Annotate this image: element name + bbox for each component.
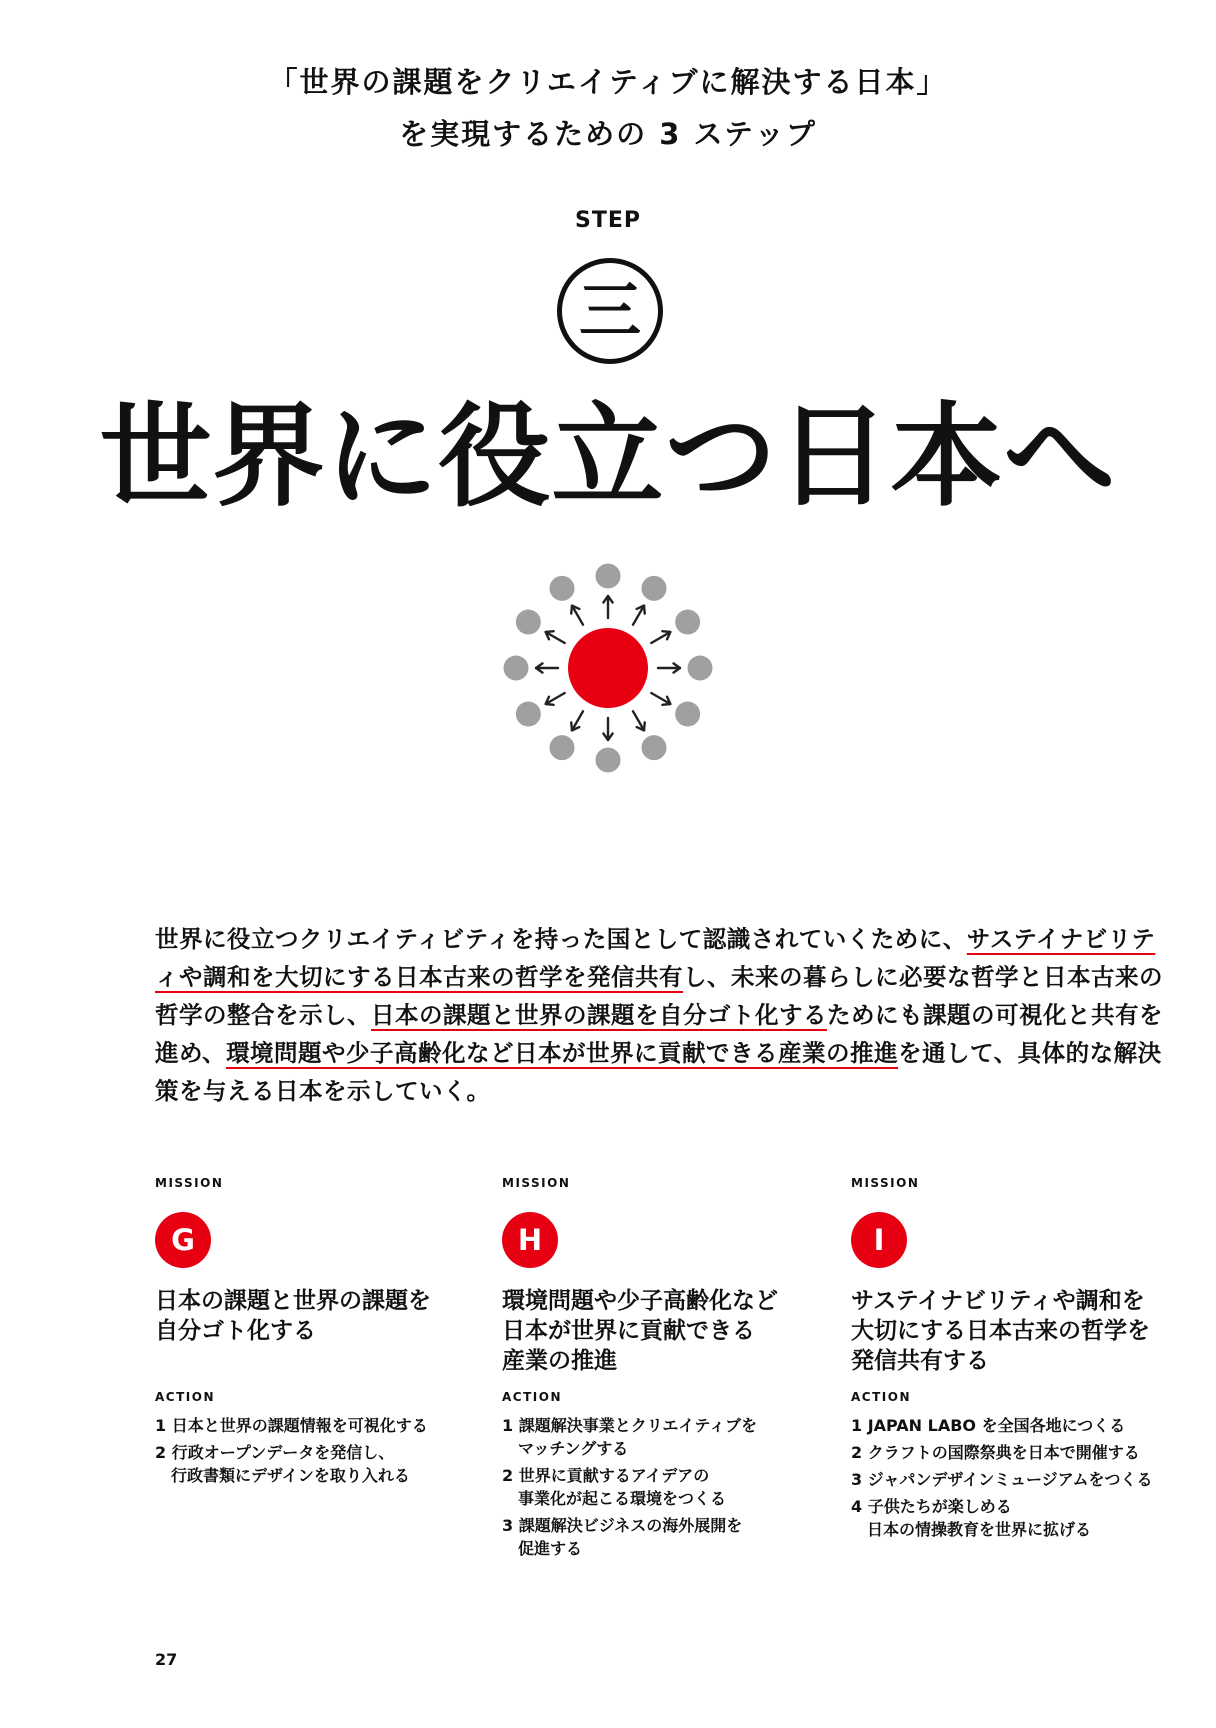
mission-title-line: 大切にする日本古来の哲学を bbox=[851, 1318, 1150, 1344]
action-label: ACTION bbox=[502, 1390, 562, 1404]
action-text: 1 日本と世界の課題情報を可視化する bbox=[155, 1416, 428, 1435]
action-text: 3 ジャパンデザインミュージアムをつくる bbox=[851, 1470, 1153, 1489]
action-text-continued: 事業化が起こる環境をつくる bbox=[518, 1489, 727, 1508]
action-text-continued: 促進する bbox=[518, 1539, 583, 1558]
arrow-icon bbox=[651, 631, 670, 643]
mission-badge-g bbox=[155, 1212, 211, 1268]
mission-label: MISSION bbox=[502, 1176, 571, 1190]
mission-letter: I bbox=[873, 1222, 885, 1257]
body-text-segment: を通して、具体的な解決策を与える日本を示していく。 bbox=[155, 1039, 1162, 1105]
mission-title-line: サステイナビリティや調和を bbox=[851, 1288, 1145, 1314]
mission-title bbox=[851, 1286, 1191, 1390]
arrow-icon bbox=[633, 606, 645, 625]
action-item bbox=[502, 1514, 842, 1560]
mission-title bbox=[502, 1286, 842, 1390]
mission-badge-h bbox=[502, 1212, 558, 1268]
outer-dot bbox=[516, 702, 541, 727]
action-text: 2 世界に貢献するアイデアの bbox=[502, 1466, 710, 1485]
arrow-icon bbox=[546, 693, 565, 705]
body-highlight-sustainability: サステイナビリティや調和を大切にする日本古来の哲学を発信共有 bbox=[155, 925, 1156, 991]
outer-dot bbox=[516, 610, 541, 635]
arrow-icon bbox=[603, 718, 612, 740]
mission-title-line: 日本の課題と世界の課題を bbox=[155, 1288, 431, 1314]
mission-title-line: 自分ゴト化する bbox=[155, 1318, 316, 1344]
action-text: 3 課題解決ビジネスの海外展開を bbox=[502, 1516, 743, 1535]
step-label: STEP bbox=[574, 208, 641, 233]
mission-column-h bbox=[502, 1176, 842, 1560]
action-text: 1 JAPAN LABO を全国各地につくる bbox=[851, 1416, 1126, 1435]
action-item bbox=[851, 1441, 1191, 1464]
mission-title-line: 環境問題や少子高齢化など bbox=[502, 1288, 778, 1314]
action-item bbox=[851, 1468, 1191, 1491]
action-item bbox=[155, 1414, 495, 1437]
arrow-icon bbox=[571, 606, 583, 625]
outer-dot bbox=[596, 748, 621, 773]
arrow-icon bbox=[651, 693, 670, 705]
body-text-segment: し、未来の暮らしに必要な哲学と日本古来の哲学の整合を示し、 bbox=[155, 963, 1163, 1029]
outer-dot bbox=[550, 576, 575, 601]
body-highlight-own-issue: 日本の課題と世界の課題を自分ゴト化する bbox=[371, 1001, 827, 1029]
body-paragraph bbox=[155, 920, 1165, 1110]
arrow-icon bbox=[571, 711, 583, 730]
mission-letter: H bbox=[517, 1222, 543, 1257]
action-text-continued: 行政書類にデザインを取り入れる bbox=[171, 1466, 410, 1485]
arrow-icon bbox=[658, 663, 680, 672]
action-item bbox=[502, 1414, 842, 1460]
mission-label: MISSION bbox=[155, 1176, 224, 1190]
action-item bbox=[851, 1495, 1191, 1541]
body-highlight-industry: 環境問題や少子高齢化など日本が世界に貢献できる産業の推進 bbox=[226, 1039, 899, 1067]
outer-dot bbox=[642, 735, 667, 760]
mission-title-line: 発信共有する bbox=[851, 1348, 989, 1374]
page-heading bbox=[0, 56, 1216, 160]
action-text: 2 クラフトの国際祭典を日本で開催する bbox=[851, 1443, 1140, 1462]
mission-badge-i bbox=[851, 1212, 907, 1268]
action-label: ACTION bbox=[851, 1390, 911, 1404]
arrow-icon bbox=[546, 631, 565, 643]
mission-title-line: 日本が世界に貢献できる bbox=[502, 1318, 755, 1344]
mission-column-i bbox=[851, 1176, 1191, 1541]
mission-title bbox=[155, 1286, 495, 1390]
action-text: 4 子供たちが楽しめる bbox=[851, 1497, 1012, 1516]
action-text-continued: マッチングする bbox=[518, 1439, 629, 1458]
heading-line-2: を実現するための 3 ステップ bbox=[399, 117, 817, 151]
action-label: ACTION bbox=[155, 1390, 215, 1404]
arrow-icon bbox=[603, 596, 612, 618]
outer-dot bbox=[596, 564, 621, 589]
mission-letter: G bbox=[171, 1222, 195, 1257]
radiating-diagram bbox=[503, 563, 713, 773]
page-number: 27 bbox=[155, 1650, 178, 1669]
action-item bbox=[502, 1464, 842, 1510]
outer-dot bbox=[675, 702, 700, 727]
arrow-icon bbox=[633, 711, 645, 730]
action-text: 2 行政オープンデータを発信し、 bbox=[155, 1443, 395, 1462]
body-text-segment: 世界に役立つクリエイティビティを持った国として認識されていくために、 bbox=[155, 925, 967, 953]
action-item bbox=[851, 1414, 1191, 1437]
outer-dot bbox=[675, 610, 700, 635]
heading-line-1: 「世界の課題をクリエイティブに解決する日本」 bbox=[268, 65, 948, 99]
body-text-segment: ためにも課題の可視化と共有を進め、 bbox=[155, 1001, 1163, 1067]
outer-dot bbox=[642, 576, 667, 601]
mission-column-g bbox=[155, 1176, 495, 1487]
action-item bbox=[155, 1441, 495, 1487]
outer-dot bbox=[550, 735, 575, 760]
center-red-circle bbox=[568, 628, 648, 708]
action-text-continued: 日本の情操教育を世界に拡げる bbox=[867, 1520, 1092, 1539]
action-text: 1 課題解決事業とクリエイティブを bbox=[502, 1416, 758, 1435]
outer-dot bbox=[504, 656, 529, 681]
step-number-circle bbox=[557, 258, 663, 364]
mission-title-line: 産業の推進 bbox=[502, 1348, 617, 1374]
arrow-icon bbox=[536, 663, 558, 672]
outer-dot bbox=[688, 656, 713, 681]
step-number: 三 bbox=[578, 274, 641, 347]
main-title: 世界に役立つ日本へ bbox=[99, 392, 1117, 522]
mission-label: MISSION bbox=[851, 1176, 920, 1190]
